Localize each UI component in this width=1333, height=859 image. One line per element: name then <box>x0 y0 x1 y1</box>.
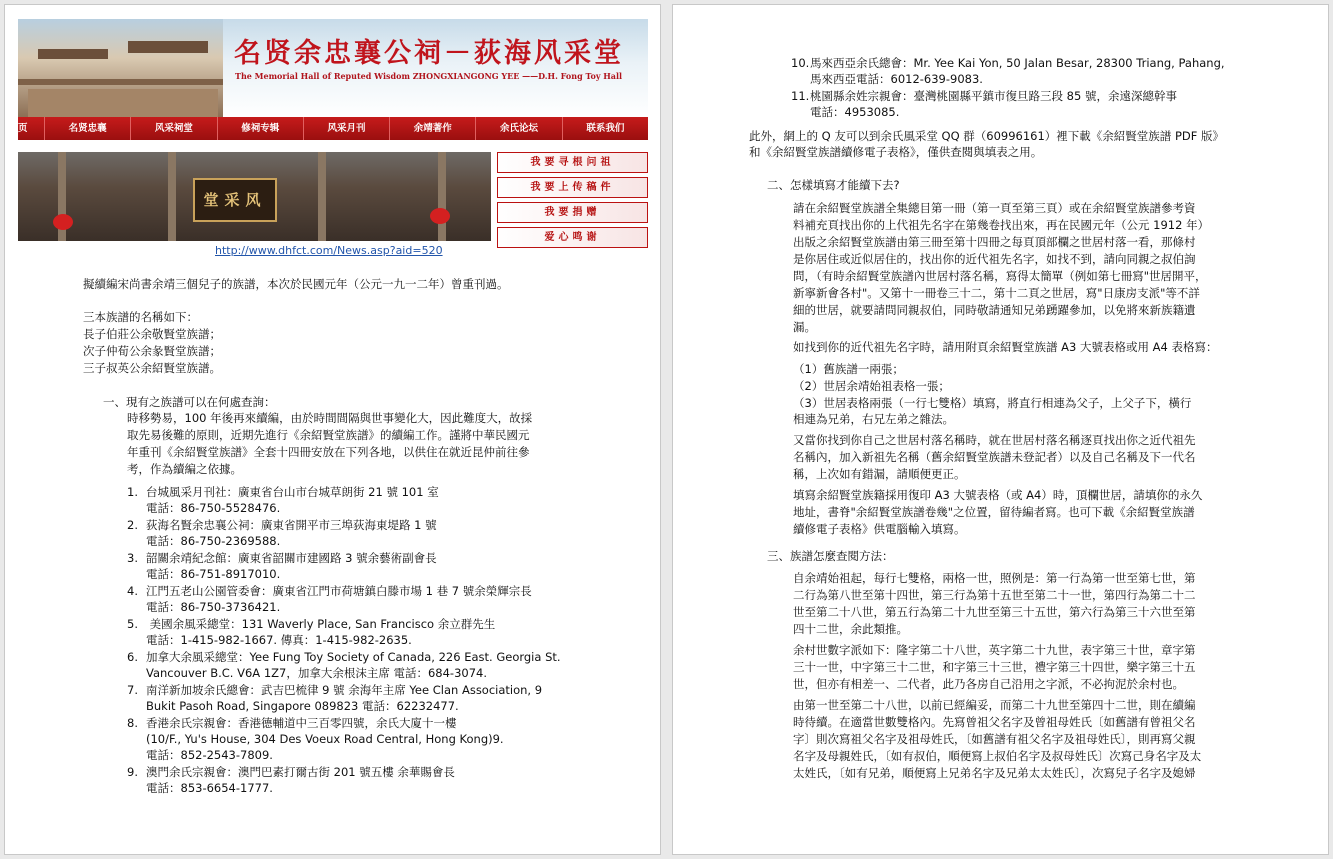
text-line: 是你居住或近似居住的，找出你的近代祖先名字，如找不到，請向同親之叔伯詢 <box>793 252 1196 266</box>
item-number: 8. <box>127 715 138 730</box>
item-number: 1. <box>127 485 138 499</box>
section3-p1 <box>793 570 1196 638</box>
item-line: Vancouver B.C. V6A 1Z7，加拿大余根沫主席 電話：684-3074. <box>146 666 488 681</box>
source-url-link[interactable]: http://www.dhfct.com/News.asp?aid=520 <box>215 244 443 257</box>
item-line: 馬來西亞電話：6012-639-9083. <box>810 72 983 87</box>
document-page-left <box>4 4 661 855</box>
item-line: 電話：1-415-982-1667. 傳真：1-415-982-2635. <box>146 633 412 648</box>
qq-note-line: 和《余紹賢堂族譜續修電子表格》，僅供查閱與填表之用。 <box>749 145 1043 159</box>
item-line: 馬來西亞余氏總會：Mr. Yee Kai Yon, 50 Jalan Besar, 28300 Triang, Pahang, <box>810 56 1225 70</box>
section1-line: 時移勢易，100 年後再來續編，由於時間間隔與世事變化大，因此難度大，故採 <box>127 411 533 425</box>
names-item: 次子仲荀公余彖賢堂族譜； <box>83 344 221 358</box>
text-line: 地址，書脊"余紹賢堂族譜卷幾"之位置，留待編者寫。也可下載《余紹賢堂族譜 <box>793 505 1195 519</box>
document-page-right <box>672 4 1329 855</box>
section1-line: 考，作為續編之依據。 <box>127 462 242 476</box>
names-item: 長子伯莊公余敬賢堂族譜； <box>83 327 221 341</box>
section3-p3 <box>793 697 1201 782</box>
text-line: 名字及母親姓氏，〔如有叔伯，順便寫上叔伯名字及叔母姓氏〕次寫己身名字及太 <box>793 749 1202 763</box>
text-line: 又當你找到你自己之世居村落名稱時，就在世居村落名稱逐頁找出你之近代祖先 <box>793 433 1196 447</box>
item-line: 電話：86-750-2369588. <box>146 534 281 549</box>
text-line: 名稱內，加入新祖先名稱（舊余紹賢堂族譜未登記者）以及自己名稱及下一代名 <box>793 450 1196 464</box>
item-line: 南洋新加坡余氏總會：武吉巴梳律 9 號 余海年主席 Yee Clan Association, 9 <box>146 682 543 697</box>
item-line: 香港余氏宗親會：香港德輔道中三百零四號，余氏大廈十一樓 <box>146 715 457 730</box>
item-line: Bukit Pasoh Road, Singapore 089823 電話：62232477. <box>146 699 459 714</box>
section2-item: （1）舊族譜一兩張； <box>793 362 904 376</box>
text-line: 問，（有時余紹賢堂族譜內世居村落名稱，寫得太簡單（例如第七冊寫"世居開平， <box>793 269 1207 283</box>
text-line: 三十一世，中字第三十二世，和字第三十三世，禮字第三十四世，樂字第三十五 <box>793 660 1196 674</box>
item-number: 7. <box>127 682 138 697</box>
location-item <box>127 616 561 649</box>
hall-photo <box>18 152 491 241</box>
section1-line: 取先易後難的原則，近期先進行《余紹賢堂族譜》的續編工作。謹將中華民國元 <box>127 428 530 442</box>
qq-note-line: 此外，網上的 Q 友可以到余氏風采堂 QQ 群（60996161）裡下載《余紹賢堂族譜 PDF 版》 <box>749 129 1225 143</box>
item-line: 電話：86-750-5528476. <box>146 501 281 516</box>
names-heading: 三本族譜的名稱如下： <box>83 310 198 324</box>
banner-subtitle: The Memorial Hall of Reputed Wisdom ZHONGXIANGONG YEE ——D.H. Fong Toy Hall <box>235 71 623 81</box>
item-line: 澳門余氏宗親會：澳門巴素打爾古街 201 號五樓 余華賜會長 <box>146 765 455 780</box>
text-line: 字〕則次寫祖父名字及祖母姓氏，〔如舊譜有祖父名字及祖母姓氏〕，則再寫父親 <box>793 732 1196 746</box>
location-item <box>127 550 561 583</box>
section1-line: 年重刊《余紹賢堂族譜》全套十四冊安放在下列各地，以供住在就近昆仲前往參 <box>127 445 530 459</box>
text-line: 四十二世，余此類推。 <box>793 622 908 636</box>
item-number: 6. <box>127 649 138 664</box>
item-number: 3. <box>127 550 138 565</box>
section2-p4 <box>793 487 1202 538</box>
hall-sign: 堂采风 <box>193 178 277 222</box>
text-line: 余村世數字派如下：隆字第二十八世，英字第二十九世，表字第三十世，章字第 <box>793 643 1196 657</box>
text-line: 二行為第八世至第十四世，第三行為第十五世至第二十一世，第四行為第二十二 <box>793 588 1196 602</box>
nav-item-works[interactable]: 余靖著作 <box>390 117 476 140</box>
banner-title: 名贤余忠襄公祠－荻海风采堂 <box>234 38 624 69</box>
location-item <box>791 88 1225 121</box>
item-line: 美國余風采總堂：131 Waverly Place, San Francisco 余立群先生 <box>146 616 496 631</box>
location-item <box>127 764 561 797</box>
item-number: 2. <box>127 517 138 532</box>
location-item <box>127 682 561 715</box>
side-buttons <box>497 152 648 252</box>
text-line: 自余靖始祖起，每行七雙格，兩格一世，照例是：第一行為第一世至第七世，第 <box>793 571 1196 585</box>
item-line: 電話：853-6654-1777. <box>146 781 273 796</box>
names-item: 三子叔英公余紹賢堂族譜。 <box>83 361 221 375</box>
donate-button[interactable]: 我要捐赠 <box>497 202 648 223</box>
find-roots-button[interactable]: 我要寻根问祖 <box>497 152 648 173</box>
item-line: 電話：86-750-3736421. <box>146 600 281 615</box>
text-line: 稱，上次如有錯漏，請順便更正。 <box>793 467 966 481</box>
text-line: 新寧新會各村"。又第十一冊卷三十二，第十二頁之世居，寫"日康房支派"等不詳 <box>793 286 1200 300</box>
item-line: 韶關余靖紀念館：廣東省韶關市建國路 3 號余藝術副會長 <box>146 550 437 565</box>
nav-item-contact[interactable]: 联系我们 <box>586 123 625 134</box>
item-line: 電話：4953085. <box>810 105 900 120</box>
item-number: 9. <box>127 765 138 780</box>
thanks-button[interactable]: 爱心鸣谢 <box>497 227 648 248</box>
text-line: 續修電子表格》供電腦輸入填寫。 <box>793 522 966 536</box>
location-item <box>127 649 561 682</box>
item-line: 荻海名賢余忠襄公祠：廣東省開平市三埠荻海東堤路 1 號 <box>146 517 437 532</box>
section2-heading: 二、怎樣填寫才能續下去? <box>767 178 900 192</box>
upload-article-button[interactable]: 我要上传稿件 <box>497 177 648 198</box>
text-line: 時待續。在適當世數雙格內。先寫曾祖父名字及曾祖母姓氏〔如舊譜有曾祖父名 <box>793 715 1196 729</box>
text-line: 世，但亦有相差一、二代者，此乃各房自己沿用之字派，不必拘泥於余村也。 <box>793 677 1184 691</box>
main-nav <box>18 117 648 140</box>
section2-item: 相連為兄弟，右兄左弟之雜法。 <box>793 412 954 426</box>
item-line: 桃園縣余姓宗親會：臺灣桃園縣平鎮市復旦路三段 85 號，余遠深總幹事 <box>810 88 1177 103</box>
text-line: 請在余紹賢堂族譜全集總目第一冊（第一頁至第三頁）或在余紹賢堂族譜參考資 <box>793 201 1196 215</box>
section2-p1 <box>793 200 1209 336</box>
location-item <box>127 517 561 550</box>
location-item <box>791 55 1225 88</box>
nav-item-celebrity[interactable]: 名贤忠襄 <box>45 117 131 140</box>
location-list <box>127 484 561 797</box>
temple-building-image <box>18 19 223 117</box>
text-line: 出版之余紹賢堂族譜由第三冊至第十四冊之每頁頂部欄之世居村落一看，那條村 <box>793 235 1196 249</box>
site-banner <box>18 19 648 117</box>
text-line: 料補充頁找出你的上代祖先名字在第幾卷找出來，再在民國元年（公元 1912 年） <box>793 218 1210 232</box>
text-line: 由第一世至第二十八世，以前已經編妥，而第二十九世至第四十二世，則在續編 <box>793 698 1196 712</box>
item-line: 台城風采月刊社：廣東省台山市台城草朗街 21 號 101 室 <box>146 485 439 499</box>
nav-item-restoration[interactable]: 修祠专辑 <box>218 117 304 140</box>
item-line: 江門五老山公園管委會：廣東省江門市荷塘鎮白滕市場 1 巷 7 號余榮輝宗長 <box>146 583 532 598</box>
nav-item-hall[interactable]: 风采祠堂 <box>131 117 217 140</box>
item-line: 電話：86-751-8917010. <box>146 567 281 582</box>
item-number: 4. <box>127 583 138 598</box>
section3-p2 <box>793 642 1196 693</box>
section2-p2: 如找到你的近代祖先名字時，請用附頁余紹賢堂族譜 A3 大號表格或用 A4 表格寫： <box>793 340 1218 354</box>
section2-item: （3）世居表格兩張（一行七雙格）填寫，將直行相連為父子，上父子下，橫行 <box>793 396 1192 410</box>
text-line: 太姓氏，〔如有兄弟，順便寫上兄弟名字及兄弟太太姓氏〕，次寫兒子名字及媳婦 <box>793 766 1196 780</box>
location-item <box>127 715 561 764</box>
nav-item-page[interactable]: 页 <box>18 117 45 140</box>
section2-p3 <box>793 432 1196 483</box>
section3-heading: 三、族譜怎麼查閱方法： <box>767 549 894 563</box>
text-line: 漏。 <box>793 320 816 334</box>
text-line: 填寫余紹賢堂族籍採用復印 A3 大號表格（或 A4）時，頂欄世居，請填你的永久 <box>793 488 1203 502</box>
location-item <box>127 583 561 616</box>
location-item <box>127 484 561 517</box>
text-line: 世至第二十八世，第五行為第二十九世至第三十五世，第六行為第三十六世至第 <box>793 605 1196 619</box>
item-number: 11. <box>791 88 810 103</box>
section1-heading: 一、現有之族譜可以在何處查詢： <box>103 395 276 409</box>
nav-item-monthly[interactable]: 风采月刊 <box>304 117 390 140</box>
nav-item-forum[interactable]: 余氏论坛 <box>476 117 562 140</box>
text-line: 細的世居，就要請問同親叔伯，同時敬請通知兄弟踴躍參加，以免將來新族籍遺 <box>793 303 1196 317</box>
location-list-continued <box>791 55 1225 121</box>
item-line: (10/F., Yu's House, 304 Des Voeux Road Central, Hong Kong)9. <box>146 732 504 747</box>
item-number: 10. <box>791 56 810 70</box>
item-number: 5. <box>127 616 138 631</box>
intro-text: 擬續編宋尚書余靖三個兒子的族譜，本次於民國元年（公元一九一二年）曾重刊過。 <box>83 277 509 291</box>
section2-item: （2）世居余靖始祖表格一張； <box>793 379 950 393</box>
item-line: 加拿大余風采總堂：Yee Fung Toy Society of Canada, 226 East. Georgia St. <box>146 649 561 664</box>
item-line: 電話：852-2543-7809. <box>146 748 273 763</box>
